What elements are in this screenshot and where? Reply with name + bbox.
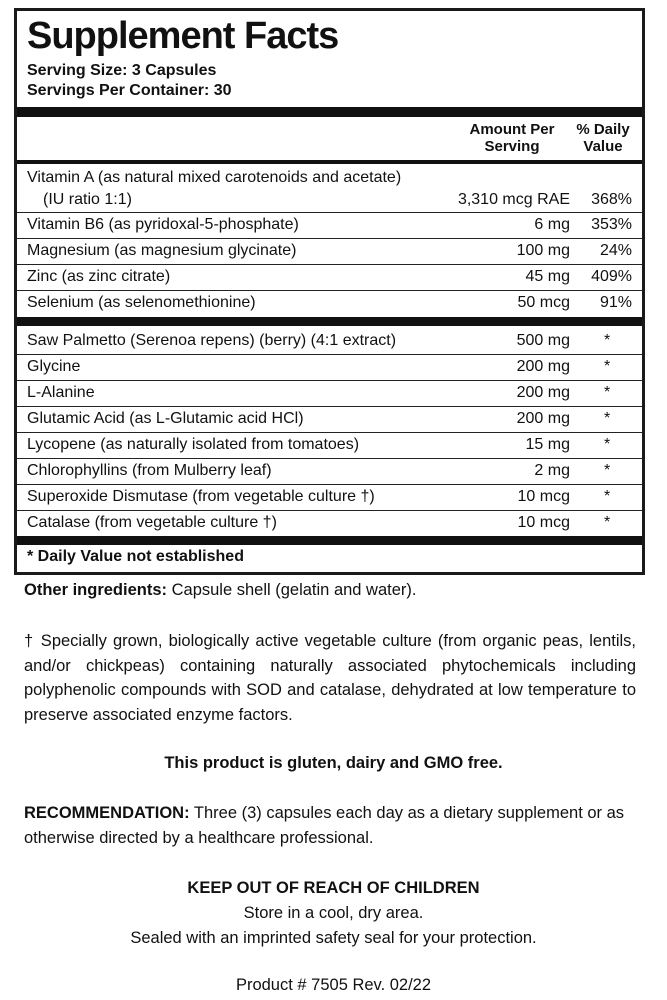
nutrient-row (17, 168, 642, 212)
serving-size: Serving Size: 3 Capsules (27, 62, 217, 79)
nutrient-name: Catalase (from vegetable culture †) (27, 514, 277, 531)
dagger-note: † Specially grown, biologically active vegetable culture (from organic peas, lentils, and/or chickpeas) containing naturally associated phytochemicals including polyphenolic compounds with SOD and catalase, dehydrated at low temperature to preserve associated enzyme factors. (24, 632, 636, 724)
nutrient-name: Zinc (as zinc citrate) (27, 268, 171, 285)
amount-header-line1: Amount Per (469, 121, 555, 138)
nutrient-amount: 3,310 mcg RAE (457, 191, 570, 208)
nutrient-amount: 200 mg (516, 358, 570, 375)
section-thick-bar (17, 317, 642, 326)
nutrient-name: Glycine (27, 358, 81, 375)
row-divider (17, 406, 642, 407)
nutrient-name: L-Alanine (27, 384, 95, 401)
nutrient-name: Vitamin B6 (as pyridoxal-5-phosphate) (27, 216, 299, 233)
row-divider (17, 458, 642, 459)
nutrient-name-continued: (IU ratio 1:1) (43, 191, 132, 208)
warning-heading: KEEP OUT OF REACH OF CHILDREN (187, 879, 480, 897)
nutrient-amount: 45 mg (525, 268, 570, 285)
nutrient-daily-value: 91% (599, 294, 632, 311)
bottom-thick-bar (17, 536, 642, 545)
nutrient-name: Selenium (as selenomethionine) (27, 294, 256, 311)
nutrient-amount: 50 mcg (517, 294, 570, 311)
nutrient-amount: 2 mg (534, 462, 570, 479)
nutrient-daily-value: * (604, 384, 611, 401)
nutrient-daily-value: * (604, 410, 611, 427)
servings-per-container: Servings Per Container: 30 (27, 82, 232, 99)
nutrient-amount: 200 mg (516, 384, 570, 401)
nutrient-name: Superoxide Dismutase (from vegetable culture †) (27, 488, 375, 505)
nutrient-amount: 10 mcg (517, 514, 570, 531)
row-divider (17, 290, 642, 291)
storage-instruction: Store in a cool, dry area. (243, 904, 424, 922)
row-divider (17, 484, 642, 485)
daily-value-footnote: * Daily Value not established (27, 548, 244, 565)
other-ingredients-label: Other ingredients: (24, 581, 168, 599)
nutrient-daily-value: * (604, 436, 611, 453)
row-divider (17, 238, 642, 239)
header-rule (17, 160, 642, 164)
recommendation-text: Three (3) capsules each day as a dietary supplement or as otherwise directed by a healthcare professional. (24, 804, 625, 847)
row-divider (17, 380, 642, 381)
daily-value-header (569, 121, 637, 155)
nutrient-amount: 200 mg (516, 410, 570, 427)
nutrient-daily-value: * (604, 488, 611, 505)
row-divider (17, 354, 642, 355)
nutrient-amount: 15 mg (525, 436, 570, 453)
recommendation (24, 801, 636, 850)
nutrient-amount: 6 mg (534, 216, 570, 233)
free-from-statement: This product is gluten, dairy and GMO free. (164, 754, 503, 772)
nutrient-daily-value: 409% (591, 268, 632, 285)
row-divider (17, 432, 642, 433)
dv-header-line2: Value (583, 138, 623, 155)
nutrient-name: Magnesium (as magnesium glycinate) (27, 242, 297, 259)
row-divider (17, 212, 642, 213)
nutrient-amount: 500 mg (516, 332, 570, 349)
nutrient-daily-value: * (604, 462, 611, 479)
nutrient-amount: 100 mg (516, 242, 570, 259)
product-code: Product # 7505 Rev. 02/22 (235, 976, 432, 994)
nutrient-daily-value: * (604, 332, 611, 349)
nutrient-daily-value: 368% (591, 191, 632, 208)
row-divider (17, 264, 642, 265)
row-divider (17, 510, 642, 511)
amount-header-line2: Serving (484, 138, 540, 155)
recommendation-label: RECOMMENDATION: (24, 804, 190, 822)
nutrient-amount: 10 mcg (517, 488, 570, 505)
nutrient-name: Glutamic Acid (as L-Glutamic acid HCl) (27, 410, 304, 427)
amount-per-serving-header (457, 121, 567, 155)
panel-title: Supplement Facts (27, 15, 339, 57)
nutrient-daily-value: 353% (591, 216, 632, 233)
nutrient-name: Chlorophyllins (from Mulberry leaf) (27, 462, 272, 479)
other-ingredients-text: Capsule shell (gelatin and water). (167, 581, 417, 599)
nutrient-name: Vitamin A (as natural mixed carotenoids and acetate) (27, 169, 402, 186)
nutrient-name: Lycopene (as naturally isolated from tomatoes) (27, 436, 360, 453)
other-ingredients (24, 578, 636, 603)
nutrient-daily-value: * (604, 514, 611, 531)
dv-header-line1: % Daily (576, 121, 630, 138)
nutrient-name: Saw Palmetto (Serenoa repens) (berry) (4:1 extract) (27, 332, 397, 349)
nutrient-daily-value: * (604, 358, 611, 375)
supplement-facts-panel (14, 8, 645, 575)
top-thick-bar (17, 107, 642, 117)
safety-seal-statement: Sealed with an imprinted safety seal for your protection. (130, 929, 537, 947)
nutrient-daily-value: 24% (599, 242, 632, 259)
